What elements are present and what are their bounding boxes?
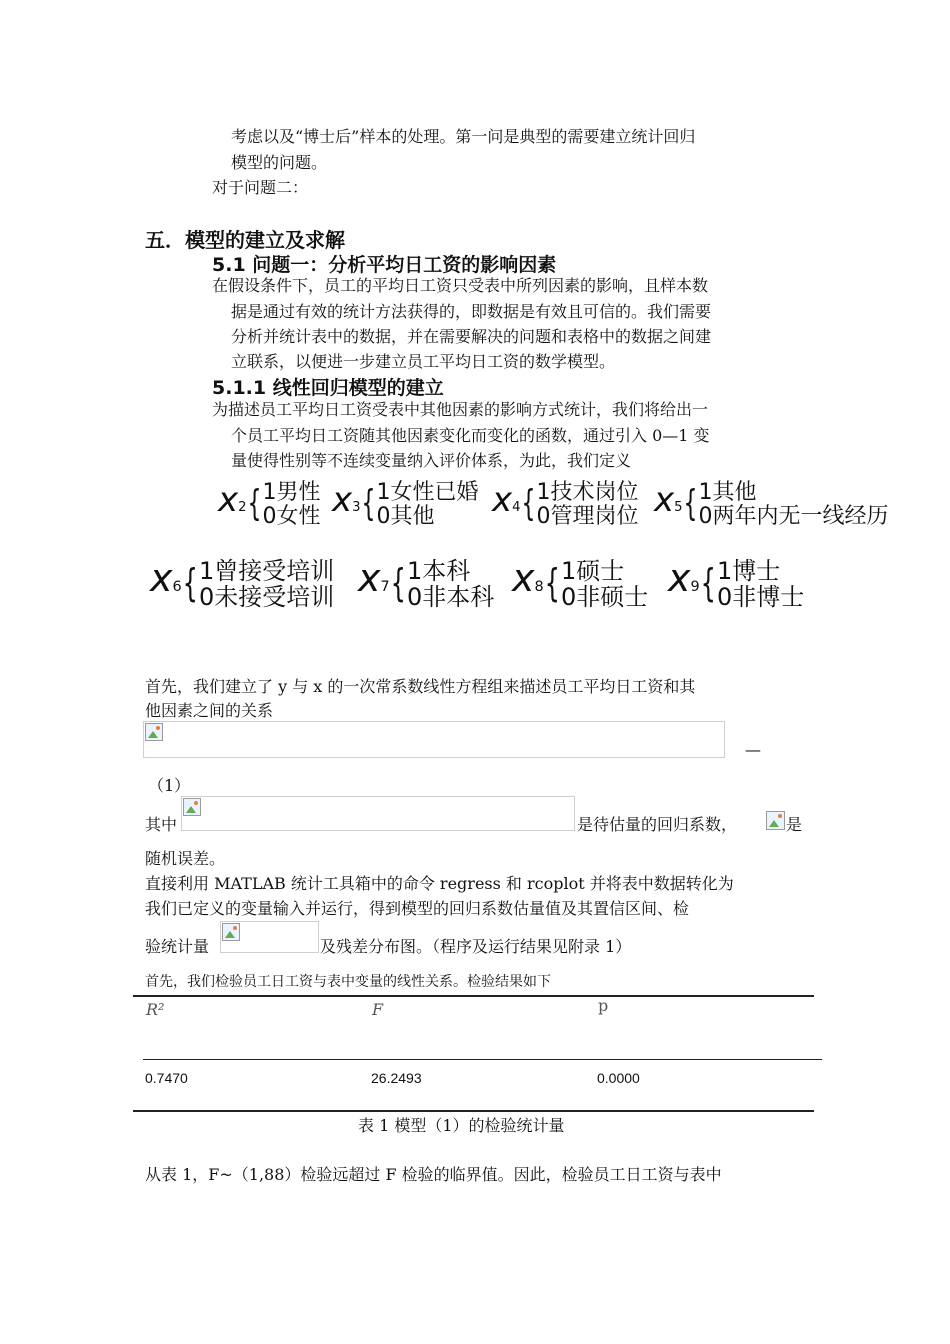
table-cell-p: 0.0000 [597,1070,640,1086]
variable-value-one: 1博士 [716,556,781,585]
variable-value-one: 1女性已婚 [376,479,479,505]
variable-symbol: x [150,556,173,600]
broken-image-icon [145,723,163,741]
table-caption: 表 1 模型（1）的检验统计量 [358,1116,565,1135]
variable-value-zero: 0两年内无一线经历 [698,504,889,529]
paragraph-line: 个员工平均日工资随其他因素变化而变化的函数，通过引入 0—1 变 [231,426,710,445]
statistics-image [220,921,319,953]
variable-definition-x5: x5{ 1其他 0两年内无一线经历 [654,479,889,529]
paragraph-line: 在假设条件下，员工的平均日工资只受表中所列因素的影响，且样本数 [212,276,709,295]
broken-image-icon [183,798,201,816]
variable-definition-x2: x2{ 1男性 0女性 [218,479,321,529]
section-heading: 五．模型的建立及求解 [145,228,345,252]
broken-image-icon [766,811,785,830]
matlab-line-3-prefix: 验统计量 [145,937,210,956]
variable-symbol: x [512,556,535,600]
variable-symbol: x [332,480,353,520]
where-prefix: 其中 [145,815,178,834]
model-paragraph-line: 他因素之间的关系 [145,701,274,720]
variable-definition-x6: x6{ 1曾接受培训 0未接受培训 [150,556,335,611]
matlab-line-3-suffix: 及残差分布图。（程序及运行结果见附录 1） [320,937,632,956]
table-top-rule [133,995,814,997]
model-paragraph-line: 首先，我们建立了 y 与 x 的一次常系数线性方程组来描述员工平均日工资和其 [145,677,696,696]
variable-symbol: x [654,480,675,520]
matlab-line-2: 我们已定义的变量输入并运行，得到模型的回归系数估量值及其置信区间、检 [145,899,690,918]
variable-value-one: 1本科 [406,556,471,585]
variable-subscript: 9 [690,579,700,595]
variable-definition-x3: x3{ 1女性已婚 0其他 [332,479,479,529]
variable-definition-x8: x8{ 1硕士 0非硕士 [512,556,649,611]
equation-image [143,721,725,758]
variable-value-zero: 0女性 [262,504,321,529]
variable-subscript: 6 [172,579,182,595]
variable-subscript: 7 [380,579,390,595]
paragraph-line: 分析并统计表中的数据，并在需要解决的问题和表格中的数据之间建 [231,327,712,346]
variable-value-zero: 0未接受培训 [198,583,335,611]
variable-value-zero: 0非硕士 [560,583,649,611]
table-header-r2: R² [146,1000,165,1019]
coefficients-image [181,796,575,831]
variable-subscript: 3 [352,500,361,515]
variable-subscript: 5 [674,500,683,515]
variable-value-one: 1男性 [262,479,321,505]
table-header-f: F [372,1000,384,1019]
check-intro: 首先，我们检验员工日工资与表中变量的线性关系。检验结果如下 [145,974,551,990]
table-cell-r2: 0.7470 [145,1070,188,1086]
variable-definition-x7: x7{ 1本科 0非本科 [358,556,495,611]
variable-value-one: 1其他 [698,479,757,505]
variable-value-one: 1曾接受培训 [198,556,335,585]
table-mid-rule [143,1059,822,1060]
paragraph-line: 据是通过有效的统计方法获得的，即数据是有效且可信的。我们需要 [231,302,712,321]
variable-symbol: x [492,480,513,520]
equation-dash: — [745,740,761,759]
variable-value-zero: 0其他 [376,504,435,529]
paragraph-line: 为描述员工平均日工资受表中其他因素的影响方式统计，我们将给出一 [212,400,709,419]
table-bottom-rule [133,1110,814,1112]
variable-symbol: x [218,480,239,520]
intro-line-3: 对于问题二： [212,178,309,197]
variable-value-one: 1技术岗位 [536,479,639,505]
conclusion-line: 从表 1，F~（1,88）检验远超过 F 检验的临界值。因此，检验员工日工资与表中 [145,1165,722,1184]
equation-number: （1） [148,776,191,795]
variable-subscript: 8 [534,579,544,595]
paragraph-line: 立联系，以便进一步建立员工平均日工资的数学模型。 [231,352,616,371]
intro-line-1: 考虑以及“博士后”样本的处理。第一问是典型的需要建立统计回归 [231,127,696,146]
variable-subscript: 2 [238,500,247,515]
variable-value-zero: 0管理岗位 [536,504,639,529]
broken-image-icon [222,923,240,941]
where-mid-text: 是待估量的回归系数， [577,815,738,834]
variable-value-zero: 0非博士 [716,583,805,611]
table-header-p: p [598,996,609,1015]
variable-symbol: x [668,556,691,600]
matlab-line-1: 直接利用 MATLAB 统计工具箱中的命令 regress 和 rcoplot 并将表中数据转化为 [145,874,734,893]
subsection-heading-5-1-1: 5.1.1 线性回归模型的建立 [212,377,444,399]
where-suffix: 是 [786,815,803,834]
variable-subscript: 4 [512,500,521,515]
variable-definition-x4: x4{ 1技术岗位 0管理岗位 [492,479,639,529]
variable-symbol: x [358,556,381,600]
variable-value-one: 1硕士 [560,556,625,585]
variable-value-zero: 0非本科 [406,583,495,611]
subsection-heading-5-1: 5.1 问题一：分析平均日工资的影响因素 [212,254,557,276]
variable-definition-x9: x9{ 1博士 0非博士 [668,556,805,611]
intro-line-2: 模型的问题。 [231,153,328,172]
table-cell-f: 26.2493 [371,1070,422,1086]
paragraph-line: 量使得性别等不连续变量纳入评价体系，为此，我们定义 [231,451,632,470]
where-line-2: 随机误差。 [145,849,226,868]
